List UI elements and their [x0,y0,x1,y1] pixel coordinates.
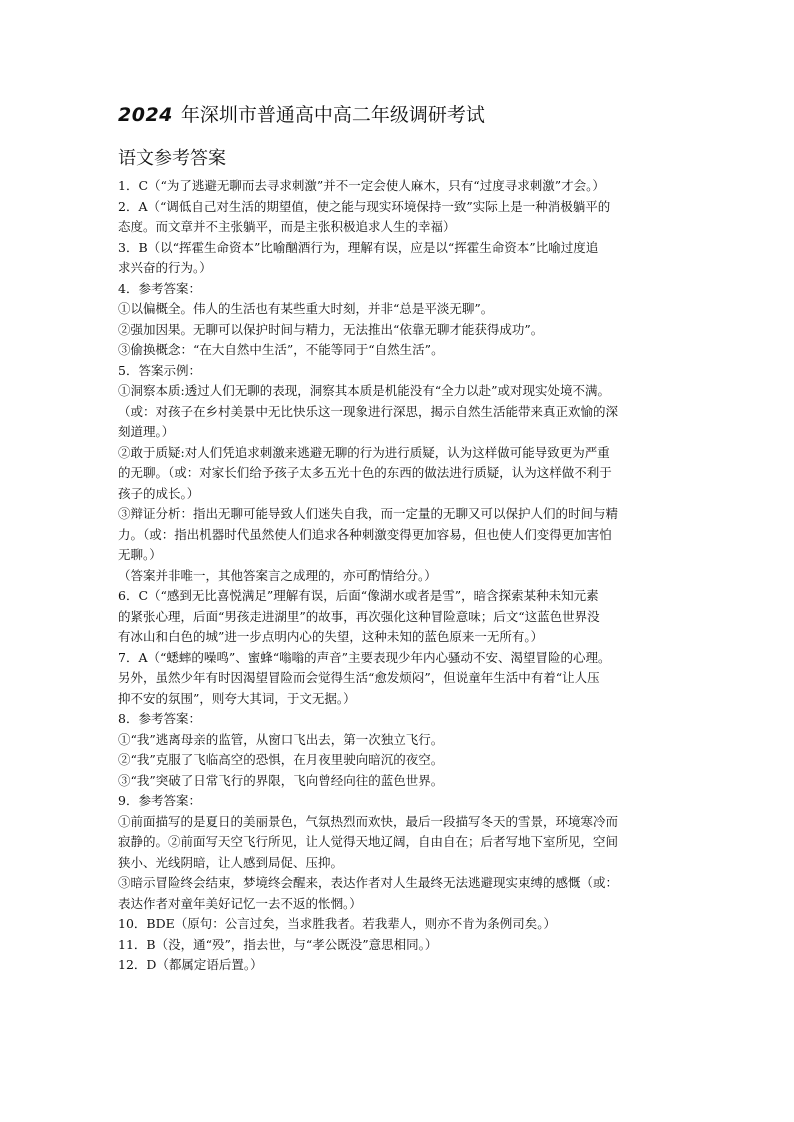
answer-line: 1．C（“为了逃避无聊而去寻求刺激”并不一定会使人麻木，只有“过度寻求刺激”才会。） [118,178,605,193]
answer-line: 狭小、光线阴暗，让人感到局促、压抑。 [118,854,344,870]
answer-line: ③“我”突破了日常飞行的界限，飞向曾经向往的蓝色世界。 [118,772,444,788]
answer-line: 寂静的。②前面写天空飞行所见，让人觉得天地辽阔，自由自在；后者写地下室所见，空间 [118,834,619,849]
answer-line: （或：对孩子在乡村美景中无比快乐这一现象进行深思，揭示自然生活能带来真正欢愉的深 [118,403,619,419]
answer-line: 的紧张心理，后面“男孩走进湖里”的故事，再次强化这种冒险意味；后文“这蓝色世界没 [118,608,600,624]
answer-line: 12．D（都属定语后置。） [118,957,263,972]
answer-line: 7．A（“蟋蟀的噪鸣”、蜜蜂“嗡嗡的声音”主要表现少年内心骚动不安、渴望冒险的心理。 [118,649,611,665]
answer-line: ②敢于质疑:对人们凭追求刺激来逃避无聊的行为进行质疑，认为这样做可能导致更为严重 [118,444,610,460]
answer-list [118,176,678,976]
answer-line: 另外，虽然少年有时因渴望冒险而会觉得生活“愈发烦闷”，但说童年生活中有着“让人压 [118,670,600,685]
answer-line: 无聊。） [118,547,162,562]
answer-line: 5．答案示例： [118,362,201,378]
answer-line: 态度。而文章并不主张躺平，而是主张积极追求人生的幸福） [118,219,456,234]
answer-line: 有冰山和白色的城”进一步点明内心的失望，这种未知的蓝色原来一无所有。） [118,629,544,644]
answer-line: 10．BDE（原句：公言过矣，当求胜我者。若我辈人，则亦不肯为条例司矣。） [118,916,556,931]
answer-line: ②强加因果。无聊可以保护时间与精力，无法推出“依靠无聊才能获得成功”。 [118,321,544,337]
answer-line: 4．参考答案： [118,280,201,296]
answer-line: 表达作者对童年美好记忆一去不返的怅惘。） [118,895,362,911]
answer-line: 3．B（以“挥霍生命资本”比喻酗酒行为，理解有误，应是以“挥霍生命资本”比喻过度追 [118,239,599,255]
title-year: 2024 [118,104,173,126]
title-text: 年深圳市普通高中高二年级调研考试 [180,104,485,126]
answer-line: （答案并非唯一，其他答案言之成理的，亦可酌情给分。） [118,567,437,583]
answer-line: 抑不安的氛围”，则夸大其词，于文无据。） [118,690,356,706]
answer-line: ③暗示冒险终会结束，梦境终会醒来，表达作者对人生最终无法逃避现实束缚的感慨（或： [118,875,619,890]
document-title [118,102,678,128]
answer-line: 8．参考答案： [118,711,201,726]
answer-line: 9．参考答案： [118,793,201,808]
answer-sheet [118,102,678,976]
answer-line: 11．B（没，通“殁”，指去世，与“孝公既没”意思相同。） [118,936,438,952]
answer-line: ①以偏概全。伟人的生活也有某些重大时刻，并非“总是平淡无聊”。 [118,301,494,316]
answer-line: 2．A（“调低自己对生活的期望值，使之能与现实环境保持一致”实际上是一种消极躺平的 [118,198,611,214]
answer-line: ③辩证分析：指出无聊可能导致人们迷失自我，而一定量的无聊又可以保护人们的时间与精 [118,506,619,521]
answer-line: ①前面描写的是夏日的美丽景色，气氛热烈而欢快，最后一段描写冬天的雪景，环境寒冷而 [118,813,619,829]
answer-line: 力。（或：指出机器时代虽然使人们追求各种刺激变得更加容易，但也使人们变得更加害怕 [118,526,612,542]
answer-line: ①洞察本质:透过人们无聊的表现，洞察其本质是机能没有“全力以赴”或对现实处境不满。 [118,383,610,398]
answer-line: 的无聊。（或：对家长们给予孩子太多五光十色的东西的做法进行质疑，认为这样做不利于 [118,465,612,480]
answer-line: 刻道理。） [118,424,175,439]
answer-line: ③偷换概念：“在大自然中生活”，不能等同于“自然生活”。 [118,342,444,357]
answer-line: 孩子的成长。） [118,485,200,501]
answer-line: ②“我”克服了飞临高空的恐惧，在月夜里驶向暗沉的夜空。 [118,752,444,767]
document-subtitle: 语文参考答案 [118,148,226,169]
answer-line: ①“我”逃离母亲的监管，从窗口飞出去，第一次独立飞行。 [118,731,444,747]
answer-line: 求兴奋的行为。） [118,260,212,275]
answer-line: 6．C（“感到无比喜悦满足”理解有误，后面“像湖水或者是雪”，暗含探索某种未知元素 [118,588,599,603]
